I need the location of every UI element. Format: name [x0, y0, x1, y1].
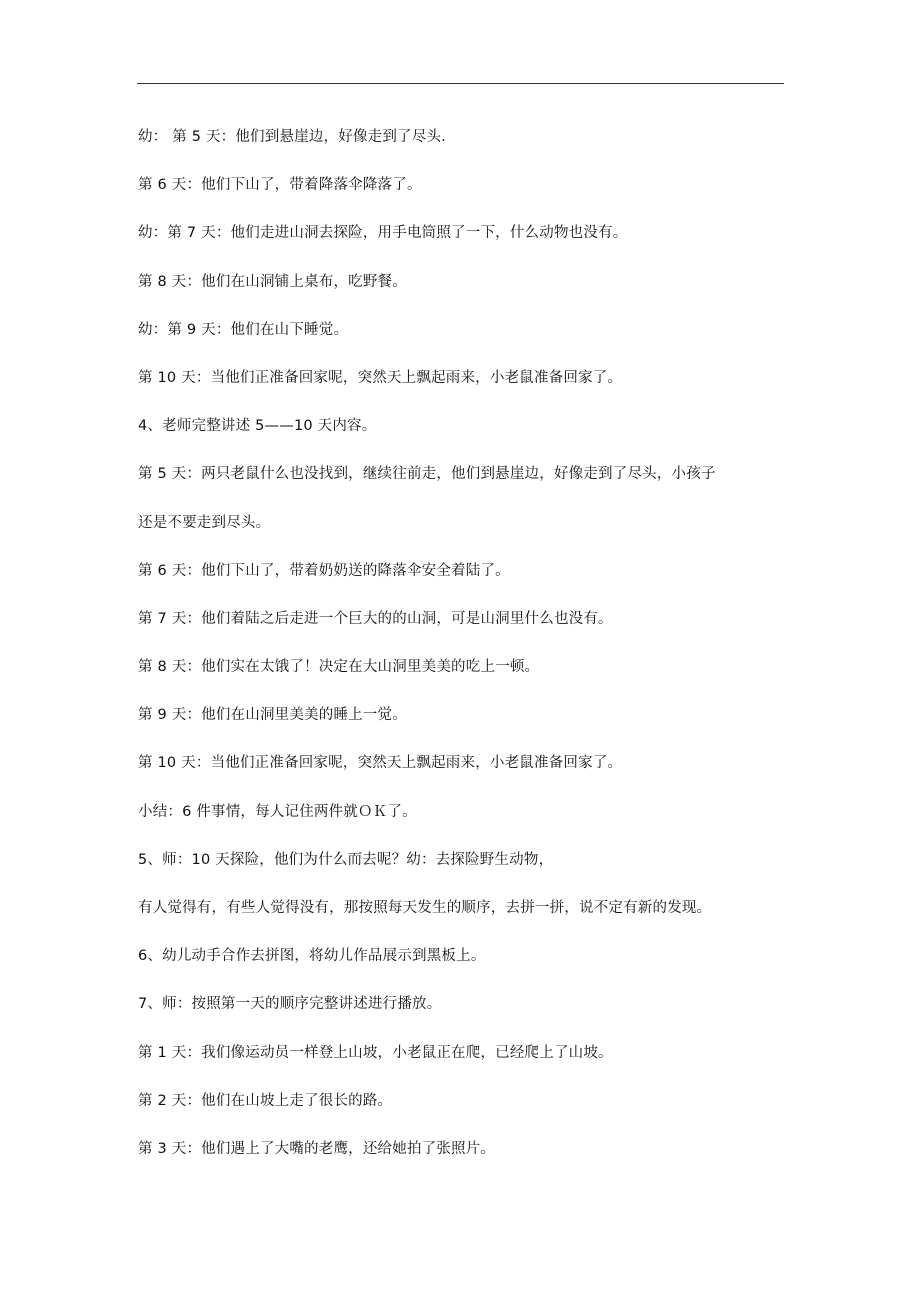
- text-line: 幼： 第 5 天：他们到悬崖边，好像走到了尽头.: [138, 129, 446, 145]
- text-line: 第 8 天：他们实在太饿了！决定在大山洞里美美的吃上一顿。: [138, 659, 540, 676]
- text-line: 6、幼儿动手合作去拼图，将幼儿作品展示到黑板上。: [138, 948, 486, 965]
- text-line: 第 3 天：他们遇上了大嘴的老鹰，还给她拍了张照片。: [138, 1140, 496, 1157]
- text-line: 第 6 天：他们下山了，带着奶奶送的降落伞安全着陆了。: [138, 562, 510, 579]
- text-line: 幼：第 9 天：他们在山下睡觉。: [138, 321, 349, 338]
- document-body: [138, 122, 788, 1182]
- text-line: 第 7 天：他们着陆之后走进一个巨大的的山洞，可是山洞里什么也没有。: [138, 610, 613, 627]
- text-line: 第 10 天：当他们正准备回家呢，突然天上飘起雨来，小老鼠准备回家了。: [138, 755, 623, 772]
- text-line: 有人觉得有，有些人觉得没有，那按照每天发生的顺序，去拼一拼，说不定有新的发现。: [138, 900, 712, 916]
- text-line: 第 1 天：我们像运动员一样登上山坡，小老鼠正在爬，已经爬上了山坡。: [138, 1044, 613, 1061]
- text-line: 幼：第 7 天：他们走进山洞去探险，用手电筒照了一下，什么动物也没有。: [138, 225, 628, 242]
- header-rule: [137, 83, 784, 84]
- text-line: 第 9 天：他们在山洞里美美的睡上一觉。: [138, 707, 407, 724]
- text-line: 还是不要走到尽头。: [138, 514, 271, 531]
- text-line: 5、师：10 天探险，他们为什么而去呢？幼：去探险野生动物，: [138, 851, 554, 868]
- text-line: 4、老师完整讲述 5——10 天内容。: [138, 418, 377, 435]
- text-line: 第 6 天：他们下山了，带着降落伞降落了。: [138, 177, 422, 194]
- text-line: 第 5 天：两只老鼠什么也没找到，继续往前走，他们到悬崖边，好像走到了尽头，小孩子: [138, 466, 716, 483]
- text-line: 7、师：按照第一天的顺序完整讲述进行播放。: [138, 996, 442, 1013]
- text-line: 第 8 天：他们在山洞铺上桌布，吃野餐。: [138, 273, 407, 290]
- text-line: 第 10 天：当他们正准备回家呢，突然天上飘起雨来，小老鼠准备回家了。: [138, 369, 623, 386]
- text-line: 小结：6 件事情，每人记住两件就ＯＫ了。: [138, 803, 417, 820]
- text-line: 第 2 天：他们在山坡上走了很长的路。: [138, 1092, 393, 1109]
